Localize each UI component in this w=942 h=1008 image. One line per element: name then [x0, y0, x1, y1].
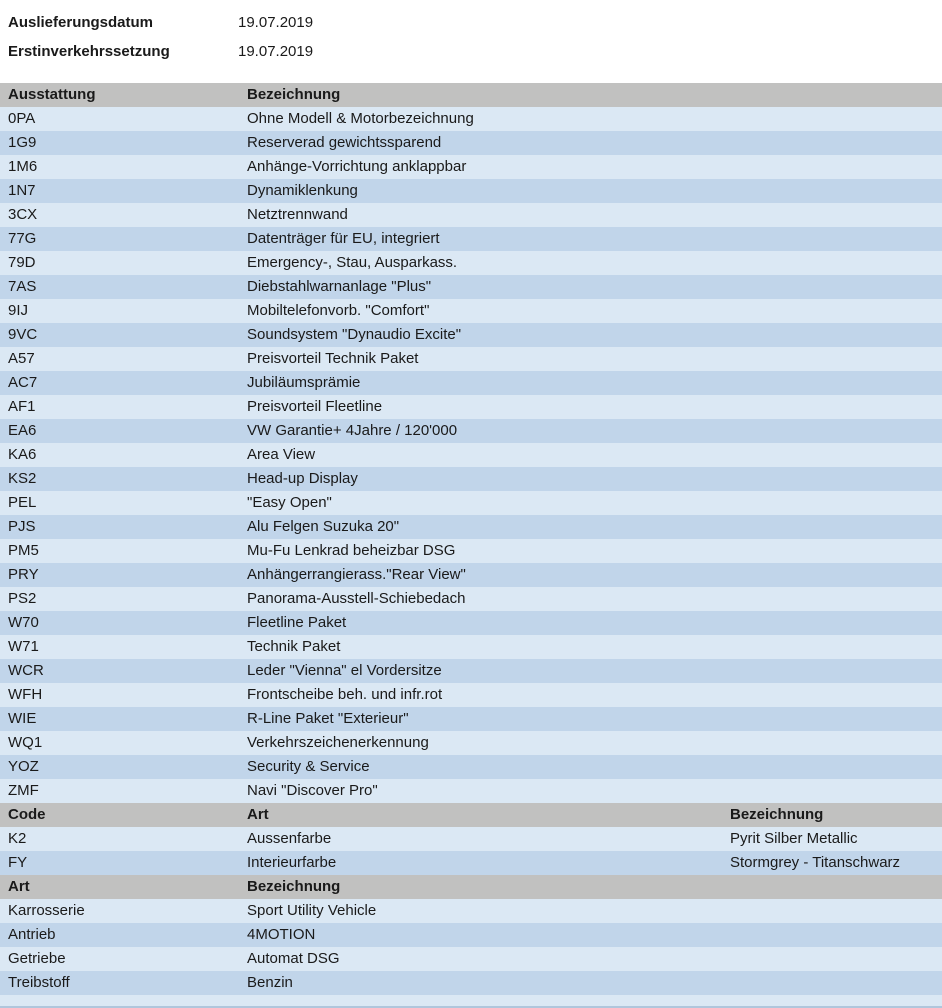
table-row [0, 659, 942, 683]
table-cell: FY [8, 854, 28, 871]
table-cell: Soundsystem "Dynaudio Excite" [247, 326, 462, 343]
table-cell: R-Line Paket "Exterieur" [247, 710, 409, 727]
table-cell: ZMF [8, 782, 39, 799]
table-row [0, 203, 942, 227]
table-cell: Netztrennwand [247, 206, 348, 223]
table-cell: Pyrit Silber Metallic [730, 830, 858, 847]
delivery-date-label: Auslieferungsdatum [8, 14, 154, 31]
table-cell: 3CX [8, 206, 38, 223]
specs-table-header-row [0, 875, 942, 899]
table-cell: WQ1 [8, 734, 43, 751]
table-cell: WIE [8, 710, 37, 727]
table-cell: 1M6 [8, 158, 38, 175]
table-row [0, 515, 942, 539]
table-row [0, 731, 942, 755]
table-cell: Sport Utility Vehicle [247, 902, 377, 919]
colors-table [0, 803, 942, 875]
table-cell: AC7 [8, 374, 38, 391]
table-cell: 4MOTION [247, 926, 316, 943]
colors-table-header-row [0, 803, 942, 827]
table-cell: PEL [8, 494, 37, 511]
table-row [0, 611, 942, 635]
table-cell: Security & Service [247, 758, 370, 775]
table-row [0, 707, 942, 731]
table-cell: Getriebe [8, 950, 66, 967]
table-row [0, 467, 942, 491]
table-row [0, 947, 942, 971]
table-row [0, 107, 942, 131]
table-row [0, 179, 942, 203]
table-cell: Ohne Modell & Motorbezeichnung [247, 110, 474, 127]
table-cell: W71 [8, 638, 39, 655]
first-registration-value: 19.07.2019 [238, 43, 314, 60]
table-cell: Interieurfarbe [247, 854, 337, 871]
table-row [0, 923, 942, 947]
table-row [0, 395, 942, 419]
table-cell: "Easy Open" [247, 494, 332, 511]
table-cell: Antrieb [8, 926, 56, 943]
table-cell: Aussenfarbe [247, 830, 332, 847]
bottom-partial-row [0, 995, 942, 1006]
table-cell: Area View [247, 446, 316, 463]
header-cell-art: Art [8, 878, 30, 895]
table-row [0, 971, 942, 995]
table-row [0, 779, 942, 803]
delivery-date-value: 19.07.2019 [238, 14, 314, 31]
table-row [0, 755, 942, 779]
table-cell: Emergency-, Stau, Ausparkass. [247, 254, 458, 271]
table-row [0, 851, 942, 875]
table-row [0, 635, 942, 659]
table-cell: 1N7 [8, 182, 36, 199]
table-cell: AF1 [8, 398, 36, 415]
delivery-meta-block [0, 0, 942, 66]
table-cell: Mobiltelefonvorb. "Comfort" [247, 302, 430, 319]
table-row [0, 683, 942, 707]
table-cell: VW Garantie+ 4Jahre / 120'000 [247, 422, 458, 439]
table-cell: Anhänge-Vorrichtung anklappbar [247, 158, 467, 175]
header-cell-bezeichnung: Bezeichnung [247, 878, 341, 895]
table-cell: YOZ [8, 758, 39, 775]
table-row [0, 275, 942, 299]
equipment-table-header-row [0, 83, 942, 107]
equipment-table [0, 83, 942, 803]
header-cell-ausstattung: Ausstattung [8, 86, 96, 103]
table-cell: WCR [8, 662, 44, 679]
table-cell: Alu Felgen Suzuka 20" [247, 518, 400, 535]
table-row [0, 539, 942, 563]
table-row [0, 419, 942, 443]
table-cell: Preisvorteil Fleetline [247, 398, 383, 415]
table-row [0, 131, 942, 155]
table-cell: Verkehrszeichenerkennung [247, 734, 429, 751]
header-cell-bezeichnung: Bezeichnung [247, 86, 341, 103]
table-cell: 9IJ [8, 302, 29, 319]
table-cell: PS2 [8, 590, 37, 607]
table-row [0, 155, 942, 179]
table-cell: 9VC [8, 326, 38, 343]
table-cell: Panorama-Ausstell-Schiebedach [247, 590, 466, 607]
table-cell: Mu-Fu Lenkrad beheizbar DSG [247, 542, 456, 559]
table-cell: 1G9 [8, 134, 37, 151]
table-cell: Technik Paket [247, 638, 341, 655]
table-cell: PJS [8, 518, 36, 535]
table-cell: Datenträger für EU, integriert [247, 230, 440, 247]
table-row [0, 587, 942, 611]
table-cell: 7AS [8, 278, 37, 295]
table-cell: KA6 [8, 446, 37, 463]
table-cell: Preisvorteil Technik Paket [247, 350, 419, 367]
table-cell: Dynamiklenkung [247, 182, 358, 199]
header-cell-art: Art [247, 806, 269, 823]
table-cell: K2 [8, 830, 27, 847]
table-row [0, 371, 942, 395]
table-cell: Karrosserie [8, 902, 85, 919]
table-cell: W70 [8, 614, 39, 631]
table-cell: A57 [8, 350, 35, 367]
table-row [0, 827, 942, 851]
header-cell-code: Code [8, 806, 46, 823]
table-cell: Frontscheibe beh. und infr.rot [247, 686, 443, 703]
first-registration-row [8, 37, 942, 66]
table-row [0, 299, 942, 323]
table-row [0, 227, 942, 251]
table-cell: Anhängerrangierass."Rear View" [247, 566, 466, 583]
table-cell: Jubiläumsprämie [247, 374, 361, 391]
header-cell-bezeichnung: Bezeichnung [730, 806, 824, 823]
table-cell: PM5 [8, 542, 39, 559]
table-cell: Head-up Display [247, 470, 358, 487]
table-cell: Diebstahlwarnanlage "Plus" [247, 278, 432, 295]
table-cell: WFH [8, 686, 43, 703]
table-row [0, 323, 942, 347]
table-cell: Automat DSG [247, 950, 340, 967]
table-row [0, 251, 942, 275]
table-cell: 0PA [8, 110, 36, 127]
table-row [0, 347, 942, 371]
table-cell: Benzin [247, 974, 293, 991]
table-cell: PRY [8, 566, 39, 583]
table-cell: 77G [8, 230, 37, 247]
table-row [0, 563, 942, 587]
table-row [0, 443, 942, 467]
table-cell: Stormgrey - Titanschwarz [730, 854, 901, 871]
table-cell: Navi "Discover Pro" [247, 782, 378, 799]
table-cell: KS2 [8, 470, 37, 487]
table-cell: Leder "Vienna" el Vordersitze [247, 662, 442, 679]
table-row [0, 491, 942, 515]
table-row [0, 899, 942, 923]
specs-table [0, 875, 942, 995]
table-cell: Fleetline Paket [247, 614, 347, 631]
delivery-date-row [8, 8, 942, 37]
table-cell: EA6 [8, 422, 37, 439]
first-registration-label: Erstinverkehrssetzung [8, 43, 170, 60]
table-cell: 79D [8, 254, 36, 271]
table-cell: Treibstoff [8, 974, 70, 991]
table-cell: Reserverad gewichtssparend [247, 134, 442, 151]
